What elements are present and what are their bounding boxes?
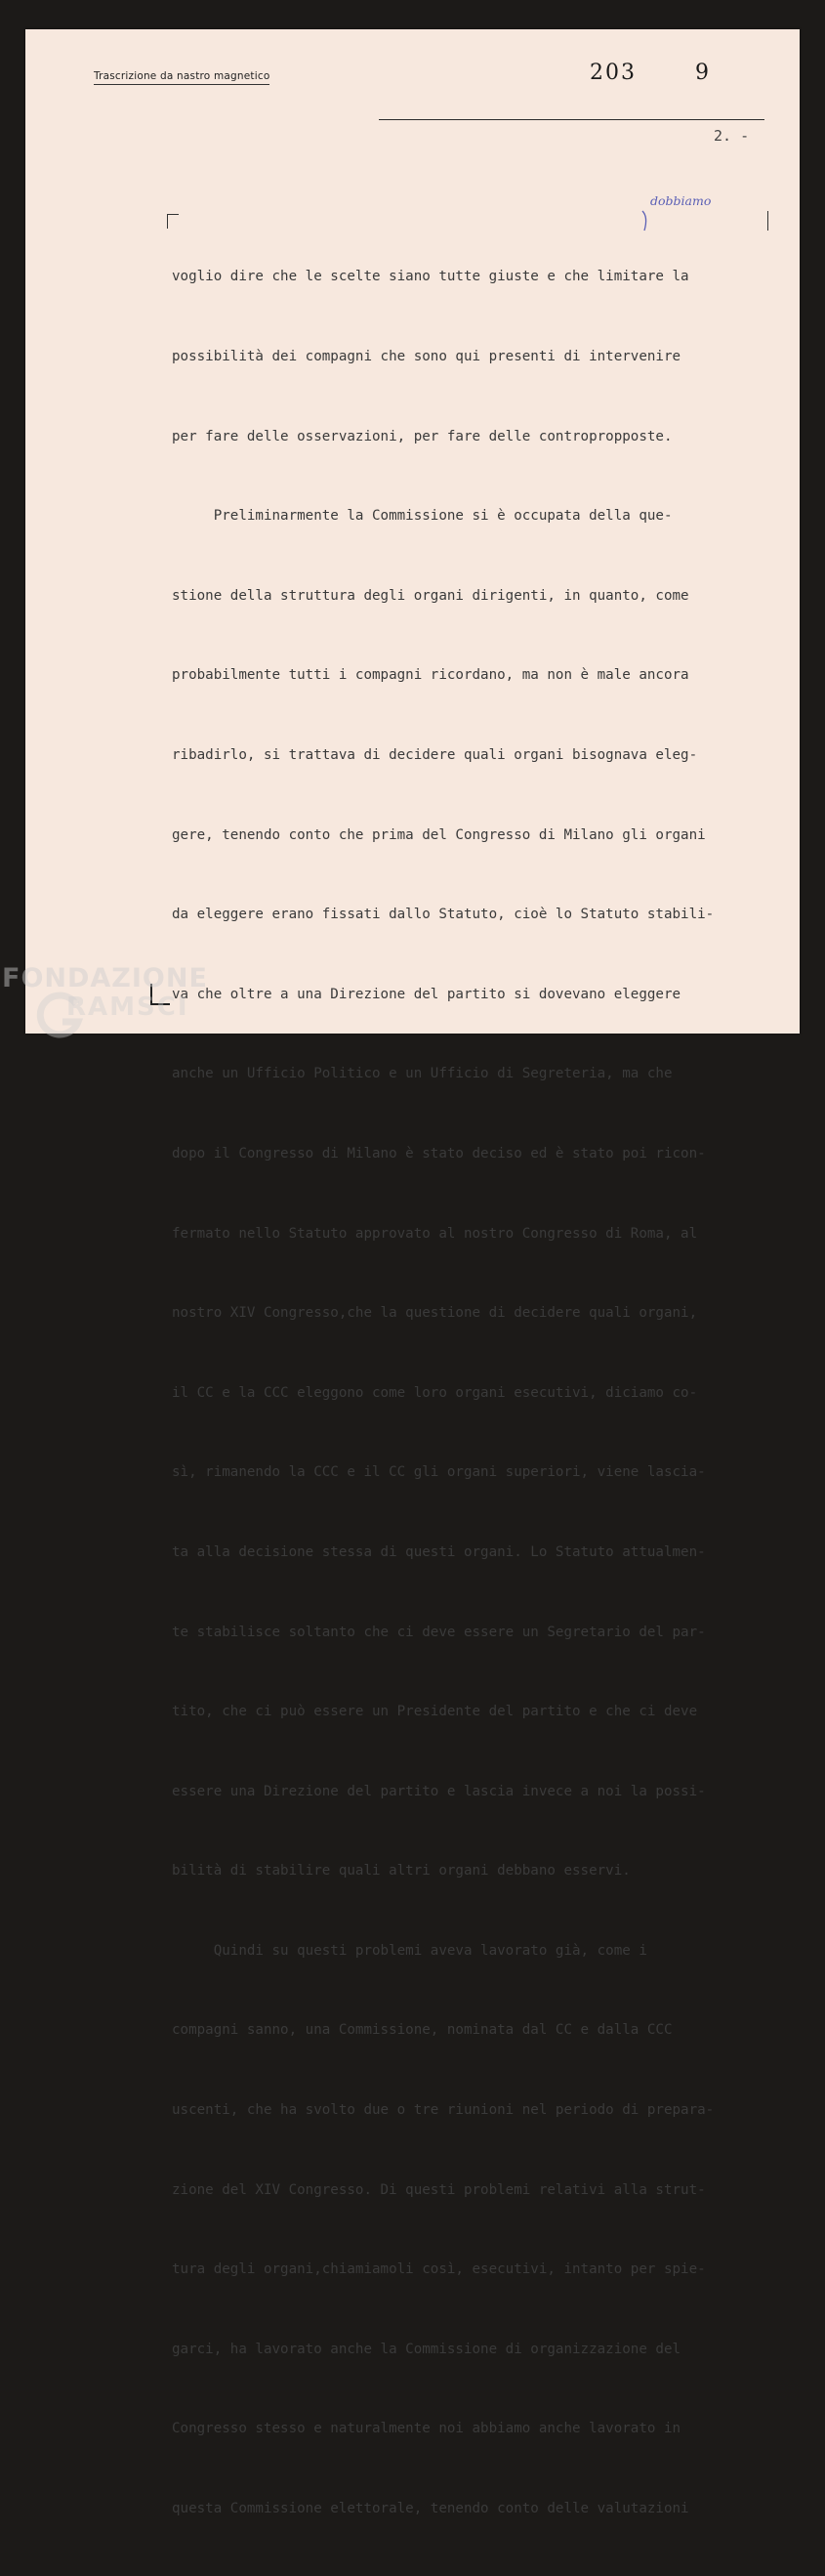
body-line: te stabilisce soltanto che ci deve essere un Segretario del par- bbox=[172, 1624, 706, 1640]
body-line: possibilità dei compagni che sono qui presenti di intervenire bbox=[172, 349, 681, 364]
body-line: Preliminarmente la Commissione si è occupata della que- bbox=[172, 508, 673, 525]
body-line: dopo il Congresso di Milano è stato deciso ed è stato poi ricon- bbox=[172, 1145, 706, 1161]
body-line: fermato nello Statuto approvato al nostro Congresso di Roma, al bbox=[172, 1225, 698, 1242]
handwritten-insertion: dobbiamo bbox=[650, 193, 712, 208]
watermark-subtitle: RAMSCI bbox=[66, 992, 189, 1022]
body-line: zione del XIV Congresso. Di questi problemi relativi alla strut- bbox=[172, 2181, 706, 2198]
document-body bbox=[172, 211, 777, 2576]
body-line: gere, tenendo conto che prima del Congresso di Milano gli organi bbox=[172, 826, 706, 843]
transcription-label: Trascrizione da nastro magnetico bbox=[94, 70, 269, 85]
body-line: ribadirlo, si trattava di decidere quali organi bisognava eleg- bbox=[172, 746, 698, 763]
body-line: stione della struttura degli organi dirigenti, in quanto, come bbox=[172, 587, 689, 604]
watermark-title: FONDAZIONE bbox=[2, 963, 208, 993]
body-line: sì, rimanendo la CCC e il CC gli organi superiori, viene lascia- bbox=[172, 1464, 706, 1481]
page-number: 2. - bbox=[714, 127, 750, 145]
archive-stamp-number: 203 bbox=[590, 61, 637, 85]
body-line: Congresso stesso e naturalmente noi abbiamo anche lavorato in bbox=[172, 2421, 681, 2437]
body-line: probabilmente tutti i compagni ricordano, ma non è male ancora bbox=[172, 667, 689, 684]
body-line: da eleggere erano fissati dallo Statuto, cioè lo Statuto stabili- bbox=[172, 907, 715, 923]
body-line: voglio dire che le scelte siano tutte giuste e che limitare la bbox=[172, 269, 689, 285]
body-line: Quindi su questi problemi aveva lavorato già, come i bbox=[172, 1942, 647, 1959]
body-line: tito, che ci può essere un Presidente del partito e che ci deve bbox=[172, 1704, 698, 1720]
archive-sheet-number: 9 bbox=[695, 61, 711, 85]
body-line: bilità di stabilire quali altri organi debbano esservi. bbox=[172, 1863, 631, 1879]
body-line: il CC e la CCC eleggono come loro organi esecutivi, diciamo co- bbox=[172, 1384, 698, 1401]
body-line: questa Commissione elettorale, tenendo conto delle valutazioni bbox=[172, 2501, 689, 2517]
document-page bbox=[25, 29, 800, 2517]
body-line: va che oltre a una Direzione del partito si dovevano eleggere bbox=[172, 986, 681, 1002]
body-line: tura degli organi,chiamiamoli così, esecutivi, intanto per spie- bbox=[172, 2261, 706, 2278]
body-line: uscenti, che ha svolto due o tre riunioni nel periodo di prepara- bbox=[172, 2102, 715, 2119]
body-line: per fare delle osservazioni, per fare delle contropropposte. bbox=[172, 428, 673, 444]
body-line: anche un Ufficio Politico e un Ufficio di Segreteria, ma che bbox=[172, 1066, 673, 1082]
body-line: garci, ha lavorato anche la Commissione di organizzazione del bbox=[172, 2341, 681, 2357]
body-line: ta alla decisione stessa di questi organi. Lo Statuto attualmen- bbox=[172, 1543, 706, 1560]
body-line: nostro XIV Congresso,che la questione di decidere quali organi, bbox=[172, 1305, 698, 1322]
body-line: essere una Direzione del partito e lascia invece a noi la possi- bbox=[172, 1783, 706, 1799]
body-line: compagni sanno, una Commissione, nominata dal CC e dalla CCC bbox=[172, 2022, 673, 2039]
header-rule bbox=[379, 119, 764, 120]
